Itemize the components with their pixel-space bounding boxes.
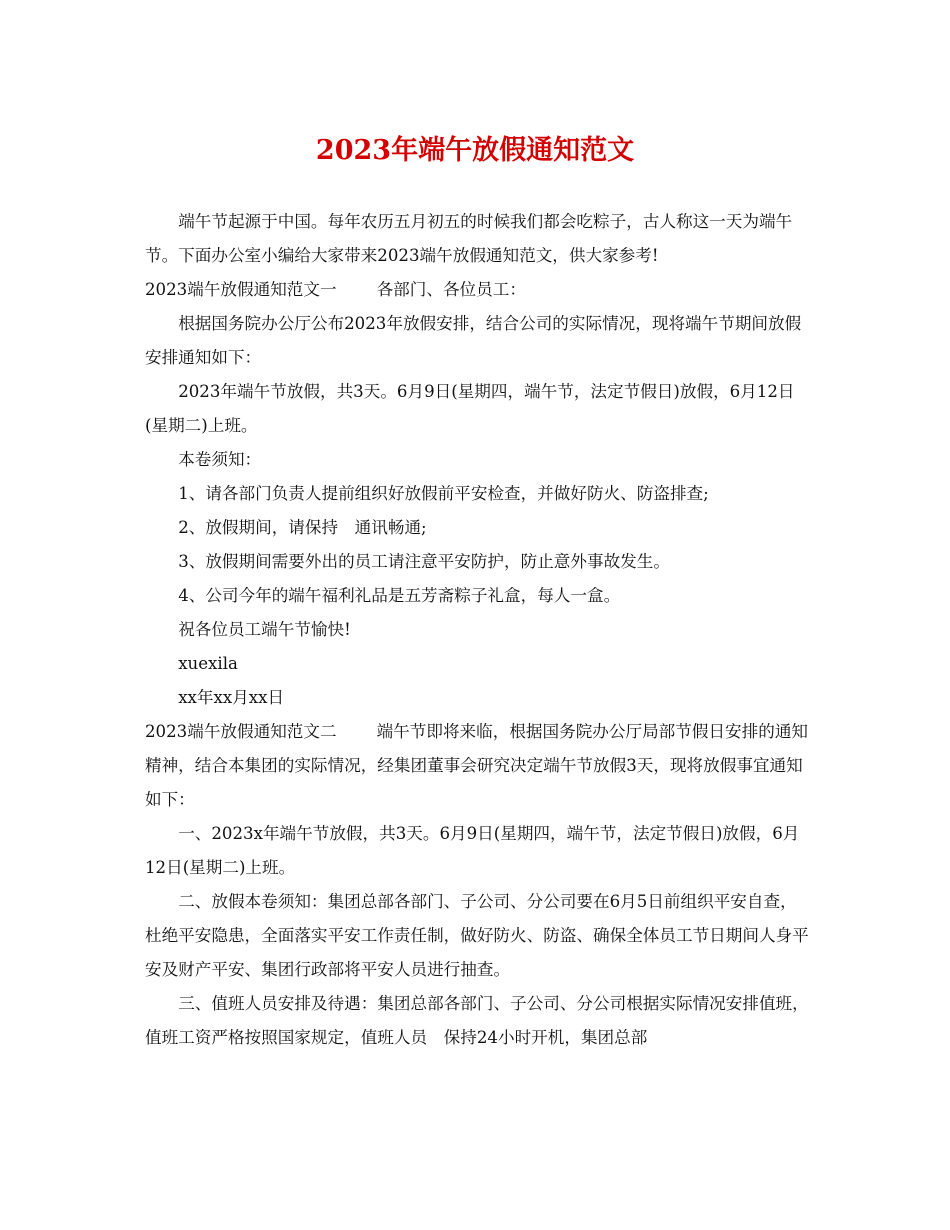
sample1-notice-item-2: 2、放假期间，请保持 通讯畅通; xyxy=(178,518,427,537)
sample1-greeting: 各部门、各位员工： xyxy=(376,280,526,299)
sample2-intro: 端午节即将来临，根据国务院办公厅局部节假日安排的通知精神，结合本集团的实际情况，经集团董事会研究决定端午节放假3天，现将放假事宜通知如下： xyxy=(145,722,809,809)
sample2-intro-paragraph xyxy=(145,715,810,817)
sample2-paragraph-2: 二、放假本卷须知：集团总部各部门、子公司、分公司要在6月5日前组织平安自查，杜绝平安隐患，全面落实平安工作责任制，做好防火、防盗、确保全体员工节日期间人身平安及财产平安、集团行政部将平安人员进行抽查。 xyxy=(145,892,809,979)
sample1-signer: xuexila xyxy=(178,654,238,673)
document-title: 2023年端午放假通知范文 xyxy=(315,135,635,166)
sample1-paragraph-2: 2023年端午节放假，共3天。6月9日(星期四，端午节，法定节假日)放假，6月12日(星期二)上班。 xyxy=(145,382,795,435)
sample2-paragraph-3: 三、值班人员安排及待遇：集团总部各部门、子公司、分公司根据实际情况安排值班，值班工资严格按照国家规定，值班人员 保持24小时开机，集团总部 xyxy=(145,994,809,1047)
sample1-wish: 祝各位员工端午节愉快! xyxy=(178,620,351,639)
sample1-notice-item-3: 3、放假期间需要外出的员工请注意平安防护，防止意外事故发生。 xyxy=(178,552,670,571)
document-body xyxy=(145,205,810,1055)
sample1-date: xx年xx月xx日 xyxy=(178,688,285,707)
sample2-heading: 2023端午放假通知范文二 xyxy=(145,722,337,741)
sample1-heading: 2023端午放假通知范文一 xyxy=(145,280,337,299)
sample1-notice-label: 本卷须知： xyxy=(178,450,262,469)
sample1-heading-line xyxy=(145,273,810,307)
sample1-notice-item-4: 4、公司今年的端午福利礼品是五芳斋粽子礼盒，每人一盒。 xyxy=(178,586,621,605)
sample1-paragraph-1: 根据国务院办公厅公布2023年放假安排，结合公司的实际情况，现将端午节期间放假安排通知如下： xyxy=(145,314,802,367)
sample1-notice-item-1: 1、请各部门负责人提前组织好放假前平安检查，并做好防火、防盗排查; xyxy=(178,484,709,503)
sample2-paragraph-1: 一、2023x年端午节放假，共3天。6月9日(星期四，端午节，法定节假日)放假，6月12日(星期二)上班。 xyxy=(145,824,800,877)
intro-paragraph: 端午节起源于中国。每年农历五月初五的时候我们都会吃粽子，古人称这一天为端午节。下面办公室小编给大家带来2023端午放假通知范文，供大家参考! xyxy=(145,212,793,265)
